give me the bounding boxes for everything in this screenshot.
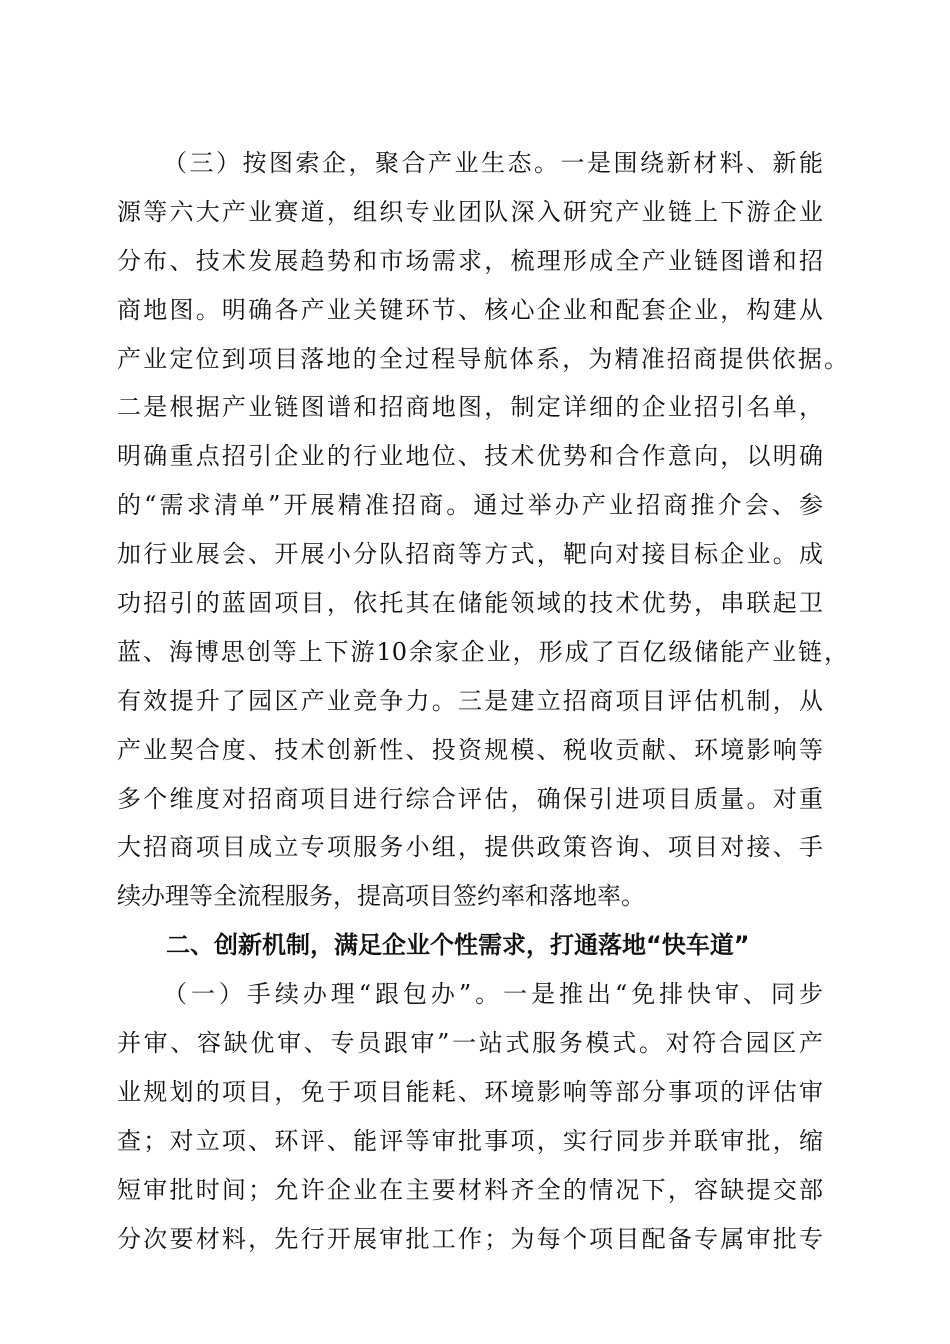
paragraph-line: （三）按图索企，聚合产业生态。一是围绕新材料、新能: [163, 149, 823, 177]
paragraph-line: 分布、技术发展趋势和市场需求，梳理形成全产业链图谱和招: [117, 247, 823, 275]
paragraph-line: 产业定位到项目落地的全过程导航体系，为精准招商提供依据。: [117, 345, 848, 373]
section-heading: 二、创新机制，满足企业个性需求，打通落地“快车道”: [166, 931, 750, 959]
paragraph-line: 查；对立项、环评、能评等审批事项，实行同步并联审批，缩: [117, 1127, 823, 1155]
paragraph-line: （一）手续办理“跟包办”。一是推出“免排快审、同步: [163, 980, 823, 1008]
paragraph-line: 大招商项目成立专项服务小组，提供政策咨询、项目对接、手: [117, 833, 823, 861]
paragraph-line: 业规划的项目，免于项目能耗、环境影响等部分事项的评估审: [117, 1078, 823, 1106]
paragraph-line: 产业契合度、技术创新性、投资规模、税收贡献、环境影响等: [117, 736, 823, 764]
paragraph-line: 蓝、海博思创等上下游10余家企业，形成了百亿级储能产业链，: [117, 638, 848, 666]
paragraph-line: 多个维度对招商项目进行综合评估，确保引进项目质量。对重: [117, 785, 823, 813]
paragraph-line: 并审、容缺优审、专员跟审”一站式服务模式。对符合园区产: [117, 1029, 823, 1057]
paragraph-line: 商地图。明确各产业关键环节、核心企业和配套企业，构建从: [117, 296, 823, 324]
paragraph-line: 二是根据产业链图谱和招商地图，制定详细的企业招引名单，: [117, 393, 823, 421]
paragraph-line: 短审批时间；允许企业在主要材料齐全的情况下，容缺提交部: [117, 1176, 823, 1204]
paragraph-line: 有效提升了园区产业竞争力。三是建立招商项目评估机制，从: [117, 687, 823, 715]
paragraph-line: 加行业展会、开展小分队招商等方式，靶向对接目标企业。成: [117, 540, 823, 568]
paragraph-line: 分次要材料，先行开展审批工作；为每个项目配备专属审批专: [117, 1225, 823, 1253]
paragraph-line: 的“需求清单”开展精准招商。通过举办产业招商推介会、参: [117, 491, 823, 519]
paragraph-line: 源等六大产业赛道，组织专业团队深入研究产业链上下游企业: [117, 198, 823, 226]
paragraph-line: 功招引的蓝固项目，依托其在储能领域的技术优势，串联起卫: [117, 589, 823, 617]
paragraph-line: 明确重点招引企业的行业地位、技术优势和合作意向，以明确: [117, 442, 823, 470]
paragraph-line: 续办理等全流程服务，提高项目签约率和落地率。: [117, 882, 645, 910]
